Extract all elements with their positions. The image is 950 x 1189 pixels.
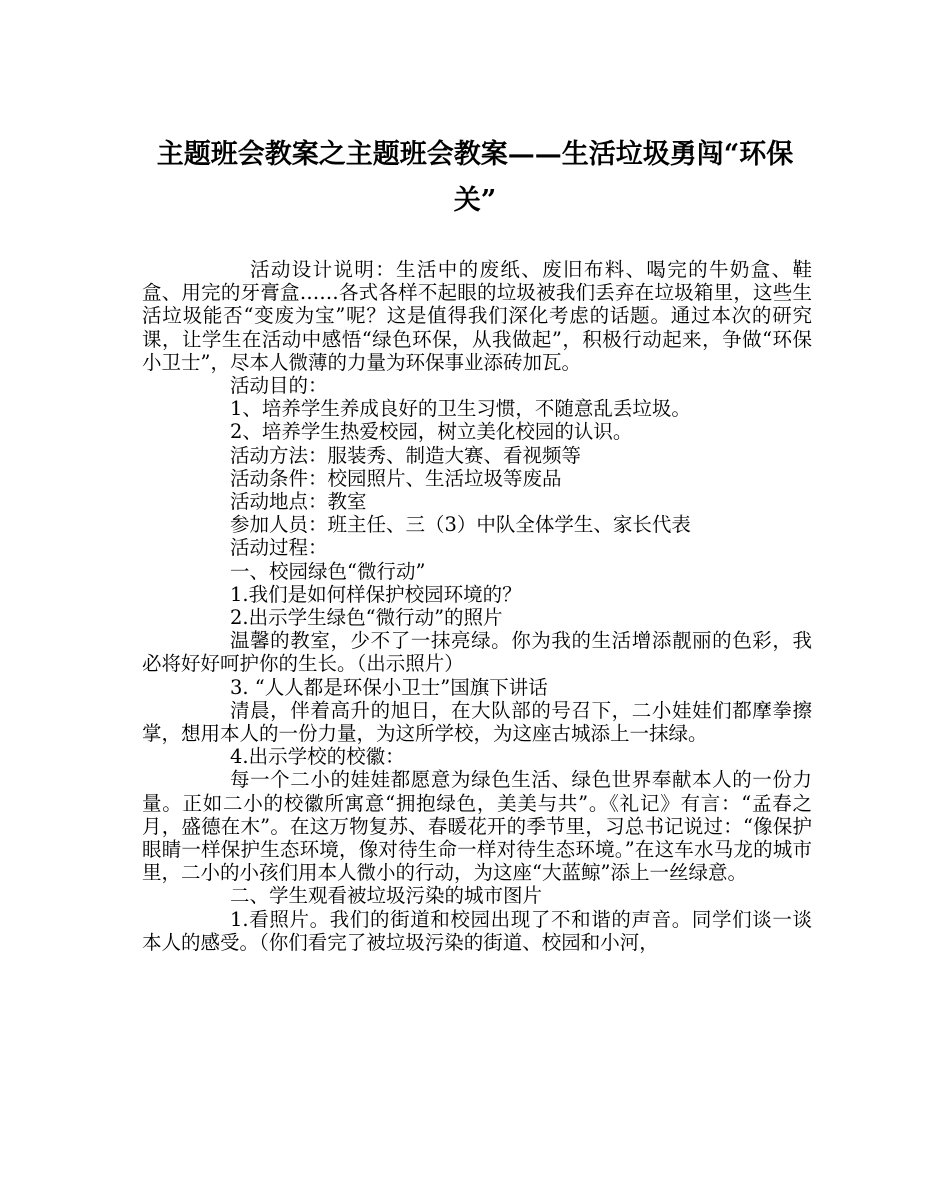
paragraph-morning: 清晨，伴着高升的旭日，在大队部的号召下，二小娃娃们都摩拳擦掌，想用本人的一份力量，为这所学校，为这座古城添上一抹绿。 xyxy=(142,698,812,746)
paragraph-school-emblem: 每一个二小的娃娃都愿意为绿色生活、绿色世界奉献本人的一份力量。正如二小的校徽所寓意“拥抱绿色，美美与共”。《礼记》有言：“孟春之月，盛德在木”。在这万物复苏、春暖花开的季节里，习总书记说过：“像保护眼睛一样保护生态环境，像对待生命一样对待生态环境。”在这车水马龙的城市里，二小的小孩们用本人微小的行动，为这座“大蓝鲸”添上一丝绿意。 xyxy=(142,768,812,885)
paragraph-step-3: 3. “人人都是环保小卫士”国旗下讲话 xyxy=(230,675,548,699)
paragraph-classroom: 温馨的教室，少不了一抹亮绿。你为我的生活增添靓丽的色彩，我必将好好呵护你的生长。（出示照片） xyxy=(142,629,812,676)
document-body xyxy=(142,258,812,954)
paragraph-purpose-1: 1、培养学生养成良好的卫生习惯，不随意乱丢垃圾。 xyxy=(230,397,691,421)
paragraph-process-heading: 活动过程： xyxy=(230,536,328,560)
paragraph-section-1-heading: 一、校园绿色“微行动” xyxy=(230,559,426,583)
paragraph-purpose-2: 2、培养学生热爱校园，树立美化校园的认识。 xyxy=(230,420,633,444)
paragraph-step-4: 4.出示学校的校徽： xyxy=(230,745,405,769)
paragraph-section-2-heading: 二、学生观看被垃圾污染的城市图片 xyxy=(230,884,543,908)
paragraph-look-at-photos: 1.看照片。我们的街道和校园出现了不和谐的声音。同学们谈一谈本人的感受。（你们看完了被垃圾污染的街道、校园和小河， xyxy=(142,907,812,954)
paragraph-purpose-heading: 活动目的： xyxy=(230,374,328,398)
paragraph-location: 活动地点：教室 xyxy=(230,490,367,514)
document-title: 主题班会教案之主题班会教案——生活垃圾勇闯“环保关” xyxy=(156,139,794,216)
paragraph-step-2: 2.出示学生绿色“微行动”的照片 xyxy=(230,606,503,630)
paragraph-design-description: 活动设计说明：生活中的废纸、废旧布料、喝完的牛奶盒、鞋盒、用完的牙膏盒……各式各样不起眼的垃圾被我们丢弃在垃圾箱里，这些生活垃圾能否“变废为宝”呢？这是值得我们深化考虑的话题。通过本次的研究课，让学生在活动中感悟“绿色环保，从我做起”，积极行动起来，争做“环保小卫士”，尽本人微薄的力量为环保事业添砖加瓦。 xyxy=(142,258,812,374)
paragraph-participants: 参加人员：班主任、三（3）中队全体学生、家长代表 xyxy=(230,513,691,537)
paragraph-method: 活动方法：服装秀、制造大赛、看视频等 xyxy=(230,443,582,467)
paragraph-conditions: 活动条件：校园照片、生活垃圾等废品 xyxy=(230,466,562,490)
paragraph-step-1: 1.我们是如何样保护校园环境的？ xyxy=(230,582,522,606)
